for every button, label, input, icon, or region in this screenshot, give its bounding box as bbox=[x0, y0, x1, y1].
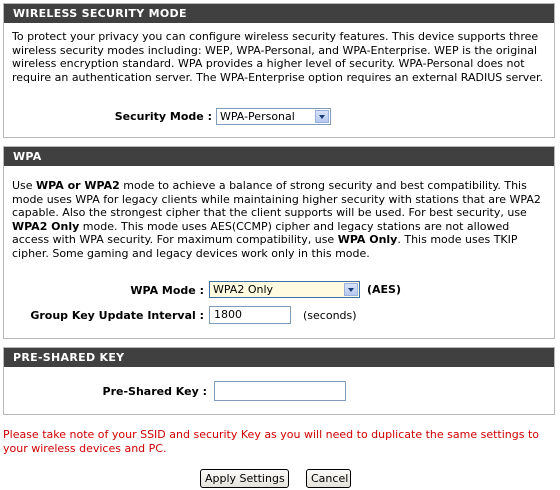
wpa-mode-label: WPA Mode : bbox=[130, 284, 204, 297]
wpa-mode-value: WPA2 Only bbox=[213, 283, 274, 296]
chevron-down-icon[interactable] bbox=[315, 110, 329, 123]
wireless-security-mode-header bbox=[4, 4, 554, 23]
desc-bold: WPA2 Only bbox=[12, 219, 80, 233]
desc-text: mode to achieve a balance of strong security and best compatibility. This mode uses WPA for legacy clients while maintaining higher security with stations that are WPA2 capable. Also the strongest cipher that the client supports will be used. For best security, use bbox=[12, 179, 541, 220]
group-key-interval-label: Group Key Update Interval : bbox=[30, 309, 204, 322]
security-mode-value: WPA-Personal bbox=[220, 110, 295, 123]
desc-bold: WPA Only bbox=[337, 233, 398, 247]
wpa-mode-cipher: (AES) bbox=[367, 283, 402, 296]
desc-text: Use bbox=[12, 179, 37, 192]
group-key-interval-unit: (seconds) bbox=[303, 309, 357, 322]
section-title: WIRELESS SECURITY MODE bbox=[13, 7, 187, 20]
wpa-header bbox=[4, 147, 554, 166]
wireless-security-mode-panel bbox=[3, 3, 555, 138]
security-mode-label: Security Mode : bbox=[114, 110, 212, 123]
warning-message: Please take note of your SSID and security Key as you will need to duplicate the same settings to your wireless devices and PC. bbox=[3, 428, 540, 455]
wireless-security-description: To protect your privacy you can configure wireless security features. This device supports three wireless security modes including: WEP, WPA-Personal, and WPA-Enterprise. WEP is the original wireless encryption standard. WPA provides a higher level of security. WPA-Personal does not require an authentication server. The WPA-Enterprise option requires an external RADIUS server. bbox=[12, 30, 544, 84]
desc-bold: WPA or WPA2 bbox=[36, 179, 120, 192]
cancel-button[interactable]: Cancel bbox=[306, 469, 351, 488]
apply-settings-button[interactable]: Apply Settings bbox=[200, 469, 289, 488]
pre-shared-key-header bbox=[4, 348, 554, 367]
security-mode-select[interactable] bbox=[216, 108, 331, 125]
pre-shared-key-panel bbox=[3, 347, 555, 415]
desc-text: . This mode uses TKIP cipher. Some gaming and legacy devices work only in this mode. bbox=[12, 233, 518, 260]
chevron-down-icon[interactable] bbox=[344, 283, 358, 296]
wpa-description bbox=[4, 166, 554, 261]
section-title: PRE-SHARED KEY bbox=[13, 351, 125, 364]
pre-shared-key-label: Pre-Shared Key : bbox=[102, 385, 207, 398]
wpa-panel bbox=[3, 146, 555, 339]
group-key-interval-input[interactable]: 1800 bbox=[209, 306, 291, 324]
section-title: WPA bbox=[13, 150, 42, 163]
desc-text: mode. This mode uses AES(CCMP) cipher and legacy stations are not allowed access with WPA security. For maximum compatibility, use bbox=[12, 219, 510, 247]
pre-shared-key-input[interactable] bbox=[214, 381, 346, 401]
wpa-mode-select[interactable] bbox=[209, 281, 360, 298]
